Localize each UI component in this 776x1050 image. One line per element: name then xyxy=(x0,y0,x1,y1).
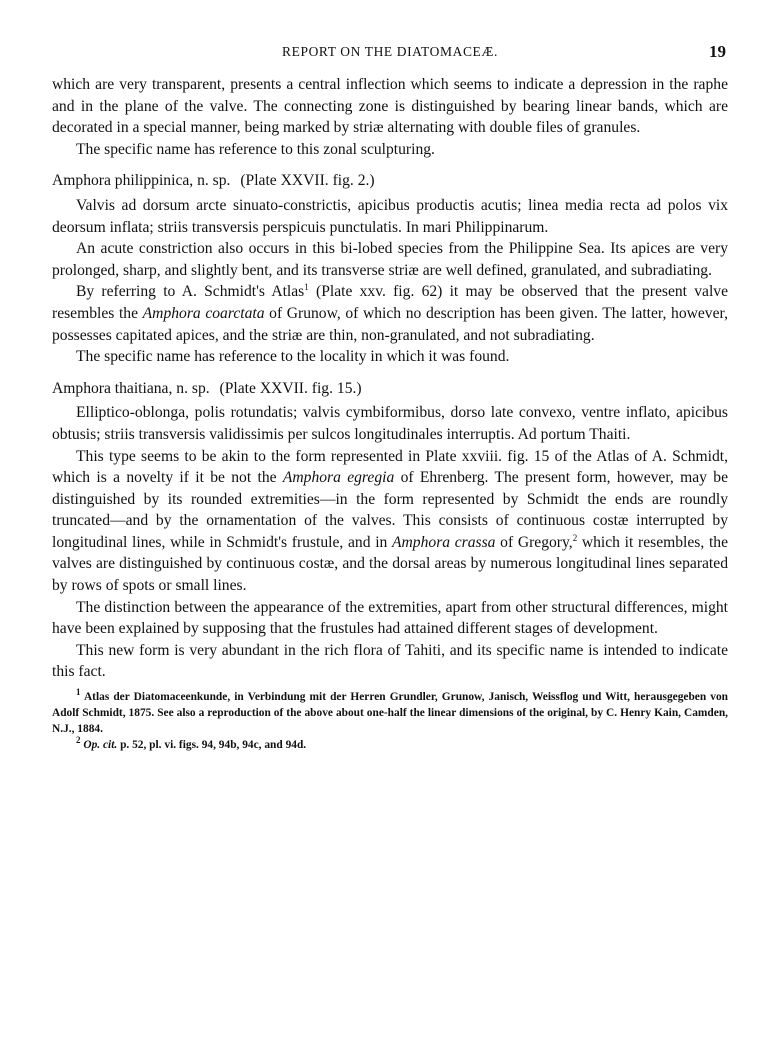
taxon-name: Amphora coarctata xyxy=(142,304,265,322)
text-run: By referring to A. Schmidt's Atlas xyxy=(76,283,305,301)
species-heading-thaitiana xyxy=(52,378,728,400)
continuation-paragraph: which are very transparent, presents a central inflection which seems to indicate a depression in the raphe and in the plane of the valve. The connecting zone is distinguished by bearing linear bands, which are decorated in a special manner, being marked by striæ alternating with double files of granules. xyxy=(52,76,728,137)
species-name: Amphora thaitiana, n. sp. xyxy=(52,379,210,397)
description-paragraph: An acute constriction also occurs in this bi-lobed species from the Philippine Sea. Its apices are very prolonged, sharp, and slightly bent, and its transverse striæ are well defined, granulated, and subradiating. xyxy=(52,240,728,279)
latin-diagnosis: Elliptico-oblonga, polis rotundatis; valvis cymbiformibus, dorso late convexo, ventre inflato, apicibus obtusis; striis transversis validissimis per sulcos longitudinales interruptis. Ad portum Thaiti. xyxy=(52,404,728,443)
running-head: REPORT ON THE DIATOMACEÆ. xyxy=(282,44,498,59)
footnote-mark: 2 xyxy=(76,735,81,746)
footnote-mark: 1 xyxy=(76,687,81,698)
species-heading-philippinica xyxy=(52,170,728,192)
footnote-ref-1: 1 xyxy=(304,282,309,293)
page-number: 19 xyxy=(709,42,726,61)
plate-reference: (Plate XXVII. fig. 2.) xyxy=(240,172,375,190)
specific-name-note: This new form is very abundant in the rich flora of Tahiti, and its specific name is intended to indicate this fact. xyxy=(52,641,728,681)
text-run: This type seems to be akin to the form represented in Plate xxviii. fig. 15 of the Atlas of A. Schmidt, which is a novelty if it be not the xyxy=(52,447,728,487)
description-paragraph: The distinction between the appearance of the extremities, apart from other structural differences, might have been explained by supposing that the frustules had attained different stages of development. xyxy=(52,598,728,638)
page xyxy=(52,42,728,753)
text-run: (Plate xxv. fig. 62) it may be observed that the present valve resembles the xyxy=(52,283,728,322)
page-header xyxy=(52,42,728,68)
taxon-name: Amphora egregia xyxy=(282,469,395,487)
specific-name-note: The specific name has reference to the locality in which it was found. xyxy=(76,348,510,366)
footnote-citation: Op. cit. xyxy=(83,739,118,752)
text-run: of Gregory, xyxy=(495,533,573,551)
comparison-paragraph xyxy=(52,281,728,346)
footnote-text: Atlas der Diatomaceenkunde, in Verbindung mit der Herren Grundler, Grunow, Janisch, Weissflog und Witt, herausgegeben von Adolf Schmidt, 1875. See also a reproduction of the above about one-half the linear dimensions of the original, by C. Henry Kain, Camden, N.J., 1884. xyxy=(52,691,728,736)
footnote-1 xyxy=(52,689,728,737)
text-run: of Grunow, of which no description has been given. The latter, however, possesses capitated apices, and the striæ are thin, non-granulated, and not subradiating. xyxy=(52,304,728,344)
taxon-name: Amphora crassa xyxy=(392,533,496,551)
footnotes xyxy=(52,689,728,753)
species-name: Amphora philippinica, n. sp. xyxy=(52,172,231,190)
text-run: which it resembles, the valves are distinguished by continuous costæ, and the dorsal areas by numerous longitudinal lines separated by rows of spots or small lines. xyxy=(52,533,729,595)
footnote-2 xyxy=(52,737,728,753)
footnote-text: p. 52, pl. vi. figs. 94, 94b, 94c, and 94d. xyxy=(117,739,307,752)
specific-name-note: The specific name has reference to this zonal sculpturing. xyxy=(76,140,435,158)
plate-reference: (Plate XXVII. fig. 15.) xyxy=(219,379,362,397)
comparison-paragraph xyxy=(52,446,728,597)
footnote-ref-2: 2 xyxy=(572,532,578,543)
latin-diagnosis: Valvis ad dorsum arcte sinuato-constrictis, apicibus productis acutis; linea media recta ad polos vix deorsum inflata; striis transversis perspicuis punctulatis. In mari Philippinarum. xyxy=(52,196,728,236)
text-run: of Ehrenberg. The present form, however, may be distinguished by its rounded extremities—in the form represented by Schmidt the ends are roundly truncated—and by the ornamentation of the valves. This consists of continuous costæ interrupted by longitudinal lines, while in Schmidt's frustule, and in xyxy=(52,469,728,551)
